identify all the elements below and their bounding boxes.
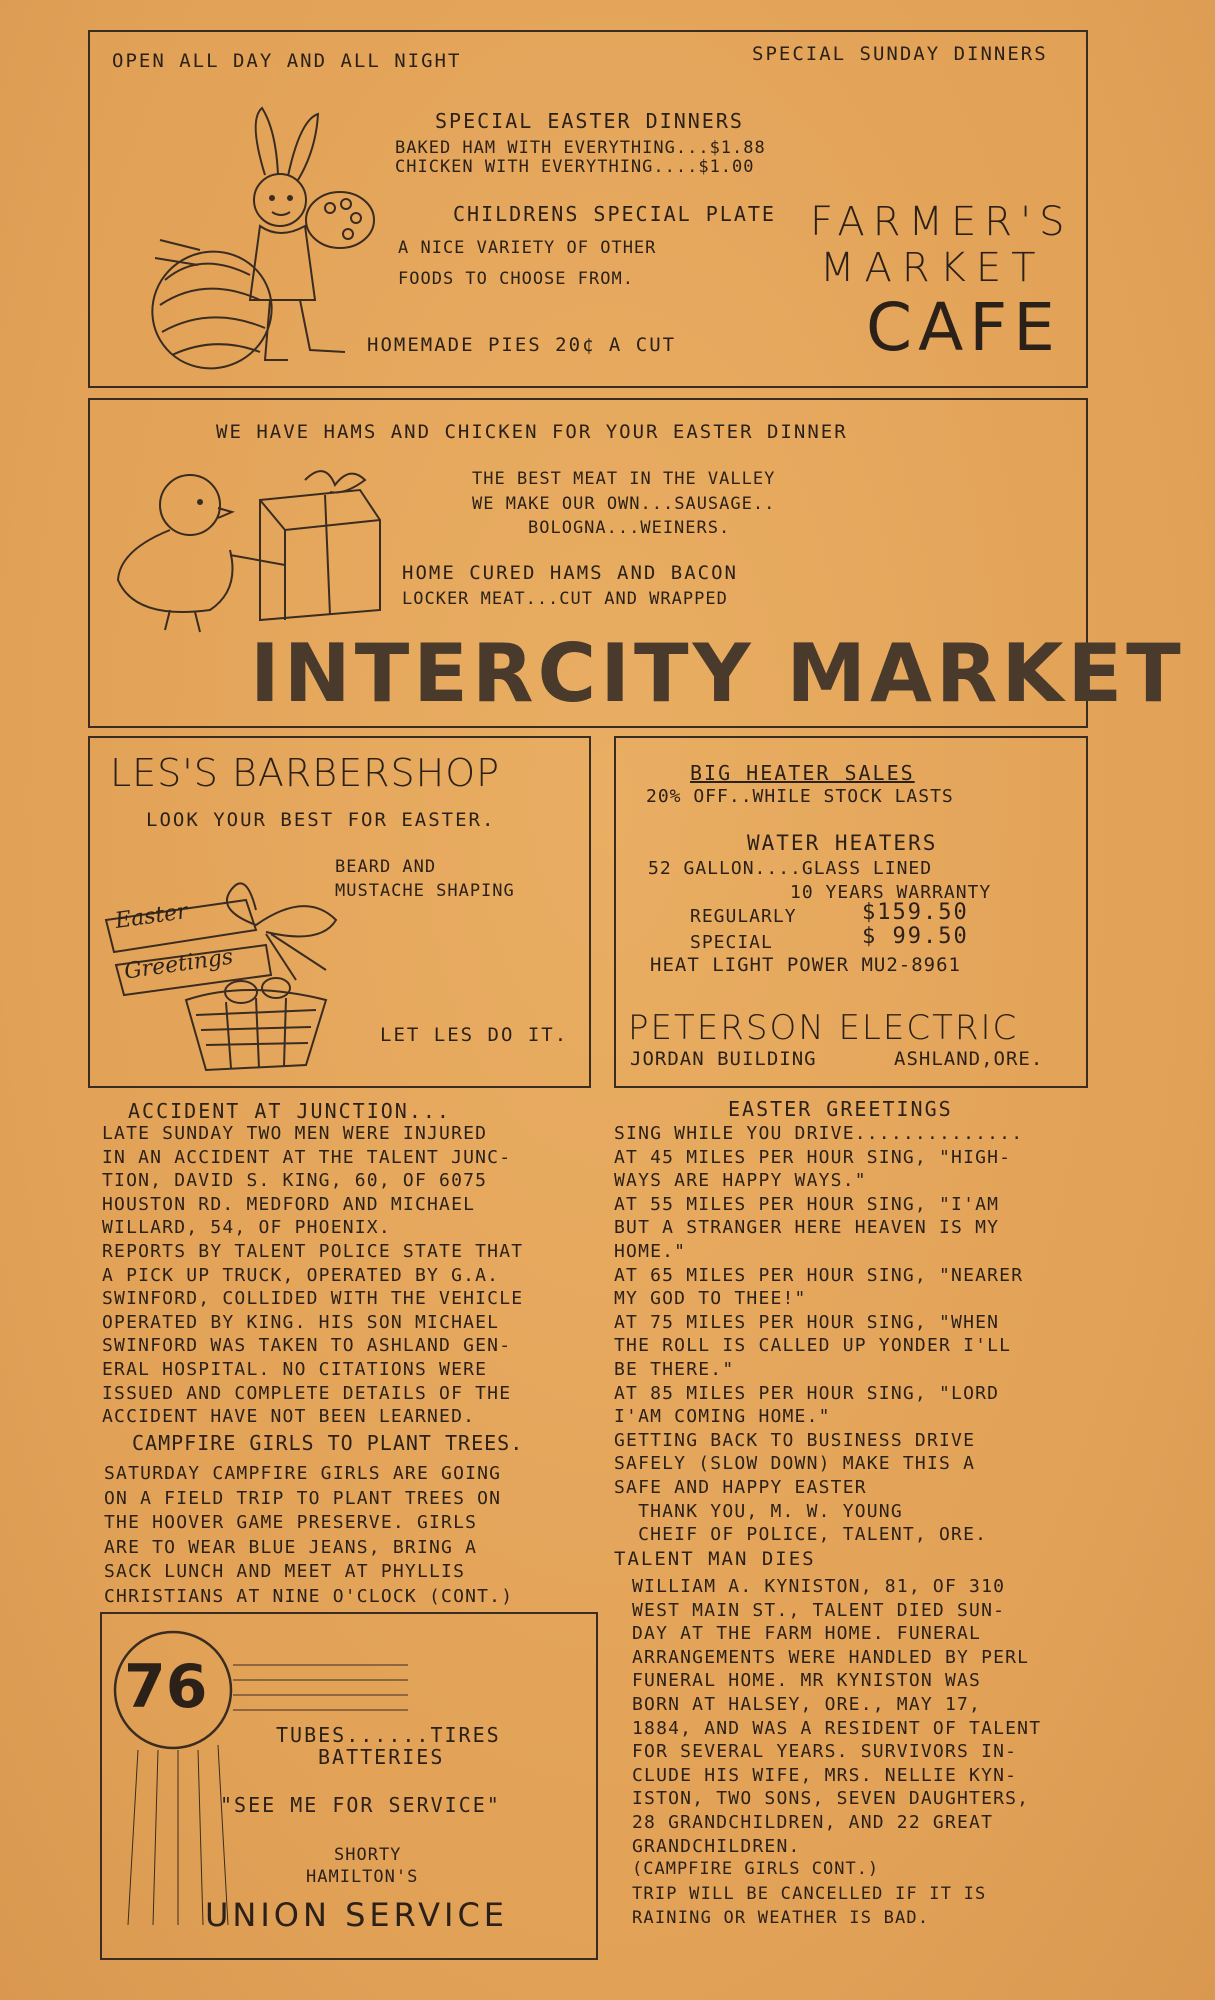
chick-gift-icon bbox=[100, 460, 400, 640]
cafe-name-line-1: FARMER'S bbox=[810, 199, 1073, 245]
accident-headline: ACCIDENT AT JUNCTION... bbox=[128, 1099, 451, 1123]
variety-line-1: A NICE VARIETY OF OTHER bbox=[398, 238, 657, 258]
ribbon-text-1: Easter bbox=[113, 899, 190, 934]
easter-greetings-body: SING WHILE YOU DRIVE.............. AT 45 MILES PER HOUR SING, "HIGH- WAYS ARE HAPPY WAYS." AT 55 MILES PER HOUR SING, "I'AM BUT A STRANGER HERE HEAVEN IS MY HOME." AT 65 MILES PER HOUR SING, "NEARER MY GOD TO THEE!" AT 75 MILES PER HOUR SING, "WHEN THE ROLL IS CALLED UP YONDER I'LL BE THERE." AT 85 MILES PER HOUR SING, "LORD I'AM COMING HOME." GETTING BACK TO BUSINESS DRIVE SAFELY (SLOW DOWN) MAKE THIS A SAFE AND HAPPY EASTER THANK YOU, M. W. YOUNG CHEIF OF POLICE, TALENT, ORE. bbox=[614, 1123, 1024, 1546]
union-service-name: UNION SERVICE bbox=[205, 1896, 508, 1934]
barbershop-closing: LET LES DO IT. bbox=[380, 1024, 569, 1046]
union-76-number: 76 bbox=[124, 1652, 208, 1722]
services-phone: HEAT LIGHT POWER MU2-8961 bbox=[650, 954, 961, 976]
accident-body: LATE SUNDAY TWO MEN WERE INJURED IN AN ACCIDENT AT THE TALENT JUNC- TION, DAVID S. KING, 60, OF 6075 HOUSTON RD. MEDFORD AND MICHAEL WILLARD, 54, OF PHOENIX. REPORTS BY TALENT POLICE STATE THAT A PICK UP TRUCK, OPERATED BY G.A. SWINFORD, COLLIDED WITH THE VEHICLE OPERATED BY KING. HIS SON MICHAEL SWINFORD WAS TAKEN TO ASHLAND GEN- ERAL HOSPITAL. NO CITATIONS WERE ISSUED AND COMPLETE DETAILS OF THE ACCIDENT HAVE NOT BEEN LEARNED. bbox=[102, 1123, 524, 1428]
intercity-line-5: LOCKER MEAT...CUT AND WRAPPED bbox=[402, 589, 728, 609]
union-line-1: TUBES......TIRES bbox=[276, 1723, 501, 1747]
sunday-dinners-text: SPECIAL SUNDAY DINNERS bbox=[752, 43, 1048, 65]
special-price: $ 99.50 bbox=[862, 924, 969, 949]
easter-dinners-heading: SPECIAL EASTER DINNERS bbox=[435, 109, 744, 133]
intercity-line-4: HOME CURED HAMS AND BACON bbox=[402, 562, 738, 584]
regular-label: REGULARLY bbox=[690, 906, 797, 927]
union-slogan: "SEE ME FOR SERVICE" bbox=[220, 1793, 501, 1817]
address-building: JORDAN BUILDING bbox=[630, 1048, 817, 1070]
campfire-body: SATURDAY CAMPFIRE GIRLS ARE GOING ON A FIELD TRIP TO PLANT TREES ON THE HOOVER GAME PRESERVE. GIRLS ARE TO WEAR BLUE JEANS, BRING A SACK LUNCH AND MEET AT PHYLLIS CHRISTIANS AT NINE O'CLOCK (CONT.) bbox=[104, 1463, 514, 1607]
chicken-price-line: CHICKEN WITH EVERYTHING....$1.00 bbox=[395, 157, 755, 177]
intercity-line-3: BOLOGNA...WEINERS. bbox=[528, 518, 731, 538]
barbershop-tagline: LOOK YOUR BEST FOR EASTER. bbox=[146, 809, 496, 831]
intercity-line-1: THE BEST MEAT IN THE VALLEY bbox=[472, 469, 776, 489]
ribbon-text-2: Greetings bbox=[122, 944, 235, 985]
intercity-market-name: INTERCITY MARKET bbox=[250, 627, 1185, 720]
easter-bunny-icon bbox=[140, 100, 380, 390]
obituary-body: WILLIAM A. KYNISTON, 81, OF 310 WEST MAIN ST., TALENT DIED SUN- DAY AT THE FARM HOME. FUNERAL ARRANGEMENTS WERE HANDLED BY PERL FUNERAL HOME. MR KYNISTON WAS BORN AT HALSEY, ORE., MAY 17, 1884, AND WAS A RESIDENT OF TALENT FOR SEVERAL YEARS. SURVIVORS IN- CLUDE HIS WIFE, MRS. NELLIE KYN- ISTON, TWO SONS, SEVEN DAUGHTERS, 28 GRANDCHILDREN, AND 22 GREAT GRANDCHILDREN. bbox=[632, 1576, 1042, 1857]
address-city: ASHLAND,ORE. bbox=[894, 1048, 1044, 1070]
water-heaters-text: WATER HEATERS bbox=[747, 831, 938, 855]
regular-price: $159.50 bbox=[862, 900, 969, 925]
obituary-headline: TALENT MAN DIES bbox=[614, 1548, 816, 1570]
ham-price-line: BAKED HAM WITH EVERYTHING...$1.88 bbox=[395, 138, 766, 158]
heater-spec-1: 52 GALLON....GLASS LINED bbox=[648, 858, 933, 879]
easter-greetings-headline: EASTER GREETINGS bbox=[728, 1097, 953, 1121]
campfire-headline: CAMPFIRE GIRLS TO PLANT TREES. bbox=[132, 1431, 524, 1455]
homemade-pies-text: HOMEMADE PIES 20¢ A CUT bbox=[367, 334, 677, 356]
discount-text: 20% OFF..WHILE STOCK LASTS bbox=[646, 786, 954, 807]
peterson-electric-name: PETERSON ELECTRIC bbox=[628, 1008, 1019, 1048]
union-line-2: BATTERIES bbox=[318, 1745, 445, 1769]
open-hours-text: OPEN ALL DAY AND ALL NIGHT bbox=[112, 50, 462, 72]
intercity-headline: WE HAVE HAMS AND CHICKEN FOR YOUR EASTER DINNER bbox=[216, 421, 848, 443]
cafe-name-line-2: MARKET bbox=[820, 245, 1046, 291]
union-owner-1: SHORTY bbox=[334, 1845, 402, 1865]
barbershop-line-2: MUSTACHE SHAPING bbox=[335, 881, 515, 901]
heater-sales-heading: BIG HEATER SALES bbox=[690, 761, 915, 785]
union-owner-2: HAMILTON'S bbox=[306, 1867, 419, 1887]
cafe-name-line-3: CAFE bbox=[866, 289, 1061, 366]
heater-spec-2: 10 YEARS WARRANTY bbox=[790, 882, 992, 903]
childrens-plate-text: CHILDRENS SPECIAL PLATE bbox=[453, 202, 776, 226]
campfire-cont-heading: (CAMPFIRE GIRLS CONT.) bbox=[632, 1859, 880, 1879]
variety-line-2: FOODS TO CHOOSE FROM. bbox=[398, 269, 634, 289]
intercity-line-2: WE MAKE OUR OWN...SAUSAGE.. bbox=[472, 494, 776, 514]
barbershop-line-1: BEARD AND bbox=[335, 857, 437, 877]
campfire-cont-body: TRIP WILL BE CANCELLED IF IT IS RAINING OR WEATHER IS BAD. bbox=[632, 1884, 987, 1928]
barbershop-name: LES'S BARBERSHOP bbox=[110, 751, 501, 795]
special-label: SPECIAL bbox=[690, 932, 773, 953]
